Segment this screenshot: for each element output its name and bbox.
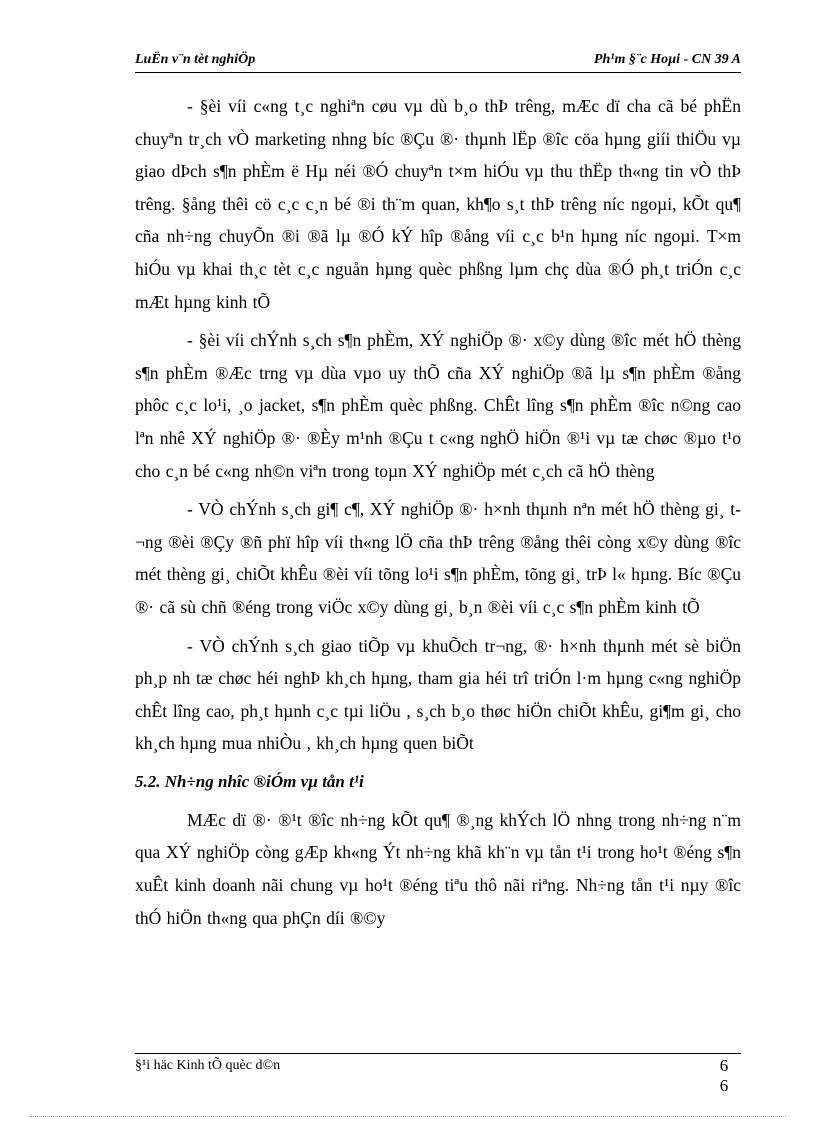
paragraph-market-research: - §èi víi c«ng t¸c nghiªn cøu vµ dù b¸o thÞ trêng, mÆc dï cha cã bé phËn chuyªn tr¸ch vÒ marketing nhng bíc ®Çu ®· thµnh lËp ®îc cöa hµng giíi thiÖu vµ giao dÞch s¶n phÈm ë Hµ néi ®Ó chuyªn t×m hiÓu vµ thu thËp th«ng tin vÒ thÞ trêng. §ång thêi cö c¸c c¸n bé ®i th¨m quan, kh¶o s¸t thÞ trêng níc ngoµi, kÕt qu¶ cña nh÷ng chuyÕn ®i ®ã lµ ®Ó kÝ hîp ®ång víi c¸c b¹n hµng níc ngoµi. T×m hiÓu vµ khai th¸c tèt c¸c nguån hµng quèc phßng lµm chç dùa ®Ó ph¸t triÓn c¸c mÆt hµng kinh tÕ bbox=[135, 96, 741, 312]
page-number-line-2: 6 bbox=[719, 1076, 729, 1095]
header-thesis-label: LuËn v¨n tèt nghiÖp bbox=[135, 52, 256, 67]
page-break-divider bbox=[30, 1116, 786, 1117]
paragraph-limitations: MÆc dï ®· ®¹t ®îc nh÷ng kÕt qu¶ ®¸ng khÝch lÖ nhng trong nh÷ng n¨m qua XÝ nghiÖp còng gÆp kh«ng Ýt nh÷ng khã kh¨n vµ tån t¹i trong ho¹t ®éng s¶n xuÊt kinh doanh nãi chung vµ ho¹t ®éng tiªu thô nãi riªng. Nh÷ng tån t¹i nµy ®îc thÓ hiÖn th«ng qua phÇn díi ®©y bbox=[135, 809, 741, 928]
page-header bbox=[135, 50, 741, 73]
document-body bbox=[135, 90, 741, 940]
paragraph-product-policy: - §èi víi chÝnh s¸ch s¶n phÈm, XÝ nghiÖp ®· x©y dùng ®îc mét hÖ thèng s¶n phÈm ®Æc trng vµ dùa vµo uy thÕ cña XÝ nghiÖp ®ã lµ s¶n phÈm ®ång phôc c¸c lo¹i, ¸o jacket, s¶n phÈm quèc phßng. ChÊt lîng s¶n phÈm ®îc n©ng cao lªn nhê XÝ nghiÖp ®· ®Èy m¹nh ®Çu t c«ng nghÖ hiÖn ®¹i vµ tæ chøc ®µo t¹o cho c¸n bé c«ng nh©n viªn trong toµn XÝ nghiÖp mét c¸ch cã hÖ thèng bbox=[135, 330, 741, 481]
section-heading: 5.2. Nh÷ng nhîc ®iÓm vµ tån t¹i bbox=[135, 771, 364, 791]
header-author: Ph¹m §¨c Hoµi - CN 39 A bbox=[593, 52, 741, 67]
paragraph-price-policy: - VÒ chÝnh s¸ch gi¶ c¶, XÝ nghiÖp ®· h×nh thµnh nªn mét hÖ thèng gi¸ t¬ng ®èi ®Çy ®ñ phï hîp víi th«ng lÖ cña thÞ trêng ®ång thêi còng x©y dùng ®îc mét thèng gi¸ chiÕt khÊu ®èi víi tõng lo¹i s¶n phÈm, tõng gi¸ trÞ l« hµng. Bíc ®Çu ®· cã sù chñ ®éng trong viÖc x©y dùng gi¸ b¸n ®èi víi c¸c s¶n phÈm kinh tÕ bbox=[135, 499, 741, 617]
footer-university: §¹i häc Kinh tÕ quèc d©n bbox=[135, 1058, 281, 1073]
page-number bbox=[717, 1056, 731, 1096]
page-footer bbox=[135, 1053, 741, 1095]
paragraph-promotion-policy: - VÒ chÝnh s¸ch giao tiÕp vµ khuÕch tr¬ng, ®· h×nh thµnh mét sè biÖn ph¸p nh tæ chøc héi nghÞ kh¸ch hµng, tham gia héi trî triÓn l·m hµng c«ng nghiÖp chÊt lîng cao, ph¸t hµnh c¸c tµi liÖu , s¸ch b¸o thøc hiÖn chiÕt khÊu, gi¶m gi¸ cho kh¸ch hµng mua nhiÒu , kh¸ch hµng quen biÕt bbox=[135, 635, 741, 754]
page-number-line-1: 6 bbox=[719, 1056, 729, 1075]
